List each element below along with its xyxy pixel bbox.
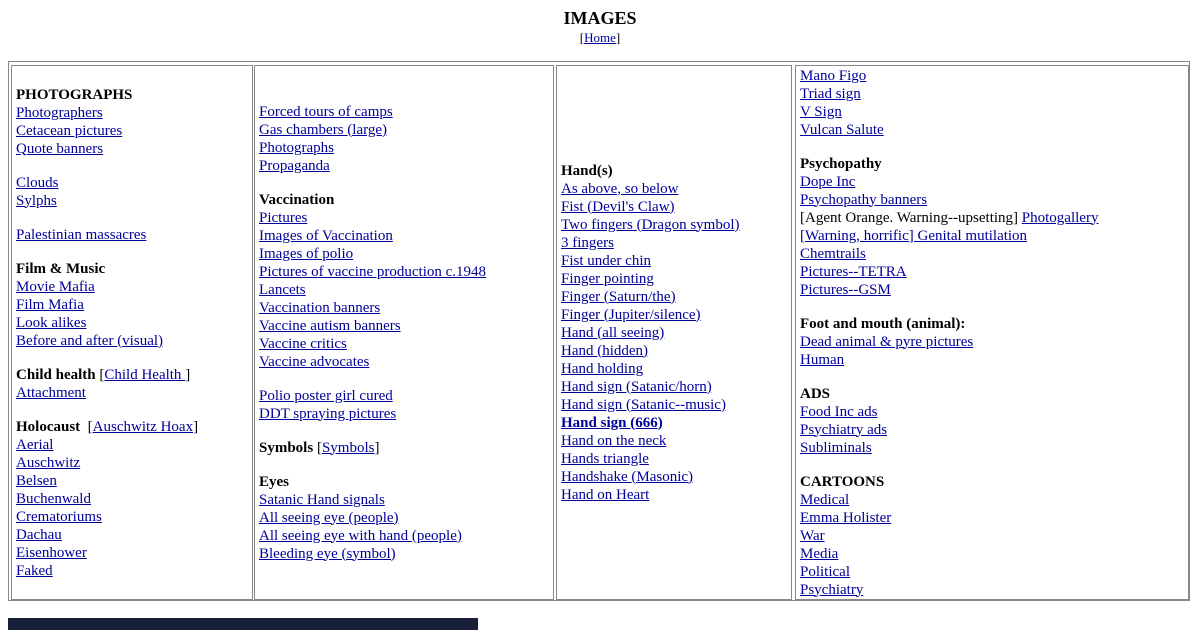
column-hands (556, 65, 792, 600)
link-sylphs[interactable]: Sylphs (16, 192, 57, 209)
link-dope-inc[interactable]: Dope Inc (800, 173, 856, 190)
link-genital-mutilation[interactable]: [Warning, horrific] Genital mutilation (800, 227, 1028, 244)
link-hand-on-neck[interactable]: Hand on the neck (561, 432, 667, 449)
link-chemtrails[interactable]: Chemtrails (800, 245, 866, 262)
link-human[interactable]: Human (800, 351, 845, 368)
hands-heading: Hand(s) (561, 162, 613, 179)
link-satanic-hand-signals[interactable]: Satanic Hand signals (259, 491, 385, 508)
page-title: IMAGES (563, 8, 637, 28)
link-two-fingers[interactable]: Two fingers (Dragon symbol) (561, 216, 740, 233)
link-three-fingers[interactable]: 3 fingers (561, 234, 614, 251)
link-as-above-so-below[interactable]: As above, so below (561, 180, 679, 197)
agent-orange-note: [Agent Orange. Warning--upsetting] (800, 209, 1019, 226)
link-emma-holister[interactable]: Emma Holister (800, 509, 892, 526)
link-auschwitz-hoax[interactable]: Auschwitz Hoax (92, 418, 194, 435)
link-vaccination-banners[interactable]: Vaccination banners (259, 299, 381, 316)
link-fist-under-chin[interactable]: Fist under chin (561, 252, 651, 269)
link-photogallery[interactable]: Photogallery (1021, 209, 1099, 226)
film-music-heading: Film & Music (16, 260, 106, 277)
column-vaccination: Forced tours of camps Gas chambers (large) Photographs Propaganda Vaccination Pictures Images of Vaccination Images of polio Pictures of vaccine production c.1948 Lancets Vaccination banners Vaccine autism banners Vaccine critics Vaccine advocates Polio poster girl cured DDT spraying pictures Symbols [Symbols] Eyes Satanic Hand signals All seeing eye (people) All seeing eye with hand (people) Bleeding eye (symbol) (254, 65, 554, 600)
link-dead-animal-pyre[interactable]: Dead animal & pyre pictures (800, 333, 974, 350)
psychopathy-heading: Psychopathy (800, 155, 882, 172)
link-hand-sign-horn[interactable]: Hand sign (Satanic/horn) (561, 378, 712, 395)
photographs-heading: PHOTOGRAPHS (16, 86, 133, 103)
column-photographs: PHOTOGRAPHS Photographers Cetacean pictures Quote banners Clouds Sylphs Palestinian massacres Film & Music Movie Mafia Film Mafia Look alikes Before and after (visual) Child health [Child Health ] Attachment Holocaust [Auschwitz Hoax] Aerial Auschwitz Belsen Buchenwald Crematoriums Dachau Eisenhower Faked (11, 65, 253, 600)
page-header (0, 0, 1200, 47)
link-hand-hidden[interactable]: Hand (hidden) (561, 342, 649, 359)
link-pictures-gsm[interactable]: Pictures--GSM (800, 281, 891, 298)
link-quote-banners[interactable]: Quote banners (16, 140, 104, 157)
link-movie-mafia[interactable]: Movie Mafia (16, 278, 95, 295)
holocaust-heading: Holocaust (16, 418, 81, 435)
link-faked[interactable]: Faked (16, 562, 53, 579)
link-hand-sign-music[interactable]: Hand sign (Satanic--music) (561, 396, 726, 413)
link-finger-pointing[interactable]: Finger pointing (561, 270, 654, 287)
link-photographs[interactable]: Photographs (259, 139, 334, 156)
link-gas-chambers[interactable]: Gas chambers (large) (259, 121, 387, 138)
link-belsen[interactable]: Belsen (16, 472, 57, 489)
link-pictures-tetra[interactable]: Pictures--TETRA (800, 263, 907, 280)
link-clouds[interactable]: Clouds (16, 174, 59, 191)
link-political[interactable]: Political (800, 563, 850, 580)
column-psychopathy (795, 65, 1189, 600)
link-all-seeing-eye-people[interactable]: All seeing eye (people) (259, 509, 399, 526)
symbols-heading: Symbols (259, 439, 314, 456)
link-vaccine-critics[interactable]: Vaccine critics (259, 335, 347, 352)
link-auschwitz[interactable]: Auschwitz (16, 454, 81, 471)
cartoons-heading: CARTOONS (800, 473, 885, 490)
link-finger-saturn[interactable]: Finger (Saturn/the) (561, 288, 676, 305)
link-ddt-spraying[interactable]: DDT spraying pictures (259, 405, 397, 422)
link-images-of-vaccination[interactable]: Images of Vaccination (259, 227, 393, 244)
link-lancets[interactable]: Lancets (259, 281, 306, 298)
link-buchenwald[interactable]: Buchenwald (16, 490, 91, 507)
link-mano-figo[interactable]: Mano Figo (800, 67, 867, 84)
link-hand-on-heart[interactable]: Hand on Heart (561, 486, 650, 503)
link-hand-sign-666[interactable]: Hand sign (666) (561, 414, 663, 431)
link-triad-sign[interactable]: Triad sign (800, 85, 861, 102)
link-vaccine-autism-banners[interactable]: Vaccine autism banners (259, 317, 401, 334)
link-crematoriums[interactable]: Crematoriums (16, 508, 102, 525)
link-vaccine-advocates[interactable]: Vaccine advocates (259, 353, 370, 370)
link-forced-tours[interactable]: Forced tours of camps (259, 103, 393, 120)
link-medical[interactable]: Medical (800, 491, 850, 508)
link-psychopathy-banners[interactable]: Psychopathy banners (800, 191, 928, 208)
home-nav: [Home] (579, 30, 621, 45)
link-psychiatry[interactable]: Psychiatry (800, 581, 864, 598)
link-fist-devils-claw[interactable]: Fist (Devil's Claw) (561, 198, 675, 215)
link-media[interactable]: Media (800, 545, 839, 562)
link-bleeding-eye[interactable]: Bleeding eye (symbol) (259, 545, 396, 562)
link-film-mafia[interactable]: Film Mafia (16, 296, 84, 313)
link-symbols[interactable]: Symbols (321, 439, 375, 456)
link-hand-holding[interactable]: Hand holding (561, 360, 644, 377)
link-all-seeing-eye-hand[interactable]: All seeing eye with hand (people) (259, 527, 462, 544)
link-hands-triangle[interactable]: Hands triangle (561, 450, 649, 467)
link-vaccine-production[interactable]: Pictures of vaccine production c.1948 (259, 263, 487, 280)
link-polio-poster-girl[interactable]: Polio poster girl cured (259, 387, 393, 404)
link-vulcan-salute[interactable]: Vulcan Salute (800, 121, 884, 138)
link-attachment[interactable]: Attachment (16, 384, 86, 401)
link-look-alikes[interactable]: Look alikes (16, 314, 87, 331)
vaccination-heading: Vaccination (259, 191, 335, 208)
home-link[interactable]: Home (584, 30, 616, 45)
link-food-inc-ads[interactable]: Food Inc ads (800, 403, 878, 420)
link-eisenhower[interactable]: Eisenhower (16, 544, 87, 561)
link-cetacean-pictures[interactable]: Cetacean pictures (16, 122, 123, 139)
ads-heading: ADS (800, 385, 831, 402)
eyes-heading: Eyes (259, 473, 289, 490)
link-before-and-after[interactable]: Before and after (visual) (16, 332, 164, 349)
link-psychiatry-ads[interactable]: Psychiatry ads (800, 421, 888, 438)
link-handshake-masonic[interactable]: Handshake (Masonic) (561, 468, 694, 485)
banner-image (8, 618, 478, 630)
link-photographers[interactable]: Photographers (16, 104, 103, 121)
link-images-of-polio[interactable]: Images of polio (259, 245, 354, 262)
foot-mouth-heading: Foot and mouth (animal): (800, 315, 966, 332)
link-subliminals[interactable]: Subliminals (800, 439, 872, 456)
child-health-heading: Child health (16, 366, 96, 383)
link-v-sign[interactable]: V Sign (800, 103, 842, 120)
link-hand-all-seeing[interactable]: Hand (all seeing) (561, 324, 665, 341)
link-dachau[interactable]: Dachau (16, 526, 62, 543)
link-aerial[interactable]: Aerial (16, 436, 54, 453)
images-index-table (8, 61, 1190, 601)
link-war[interactable]: War (800, 527, 825, 544)
link-propaganda[interactable]: Propaganda (259, 157, 330, 174)
link-palestinian-massacres[interactable]: Palestinian massacres (16, 226, 147, 243)
link-finger-jupiter[interactable]: Finger (Jupiter/silence) (561, 306, 701, 323)
link-vaccination-pictures[interactable]: Pictures (259, 209, 308, 226)
link-child-health[interactable]: Child Health (104, 366, 186, 383)
